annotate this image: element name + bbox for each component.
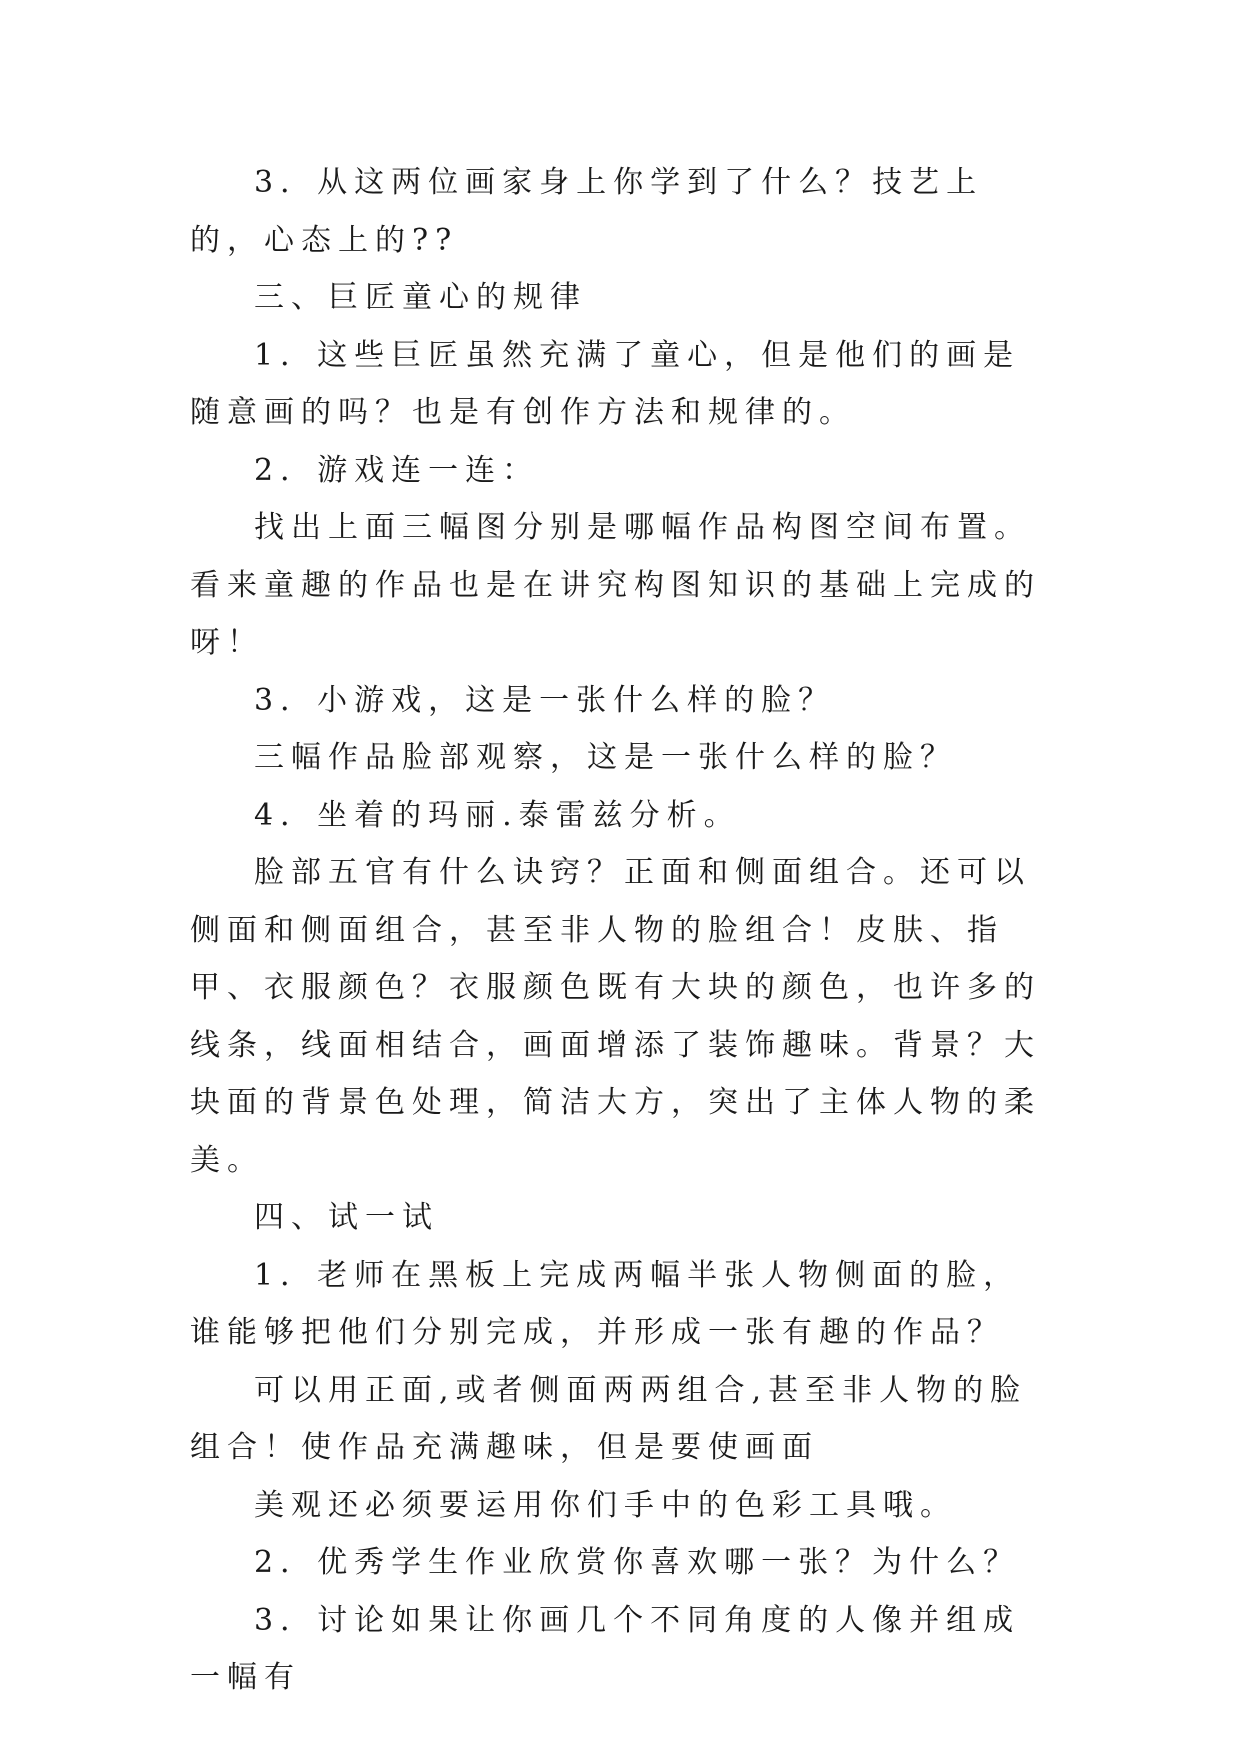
paragraph-combination: 可以用正面,或者侧面两两组合,甚至非人物的脸组合！使作品充满趣味，但是要使画面: [190, 1372, 1028, 1465]
paragraph-face-observation: 三幅作品脸部观察，这是一张什么样的脸？: [254, 740, 957, 775]
paragraph-composition: 找出上面三幅图分别是哪幅作品构图空间布置。 看来童趣的作品也是在讲究构图知识的基础上完成的呀！: [190, 510, 1041, 660]
paragraph-item-1-blackboard: 1．老师在黑板上完成两幅半张人物侧面的脸，谁能够把他们分别完成，并形成一张有趣的作品？: [190, 1257, 1021, 1350]
paragraph-item-2-appreciation: 2．优秀学生作业欣赏你喜欢哪一张？为什么？: [254, 1545, 1021, 1580]
heading-section-4: 四、试一试: [254, 1200, 439, 1235]
document-body: [190, 154, 1050, 1707]
paragraph-item-2-game: 2．游戏连一连：: [254, 452, 540, 488]
paragraph-question-3-learned: 3．从这两位画家身上你学到了什么？技艺上的，心态上的??: [190, 165, 984, 258]
heading-section-3: 三、巨匠童心的规律: [254, 280, 587, 315]
paragraph-item-3-discussion: 3．讨论如果让你画几个不同角度的人像并组成一幅有: [190, 1602, 1021, 1695]
paragraph-facial-features: 脸部五官有什么诀窍？正面和侧面组合。还可以侧面和侧面组合，甚至非人物的脸组合！皮肤、指甲、衣服颜色？衣服颜色既有大块的颜色，也许多的线条，线面相结合，画面增添了装饰趣味。背景？大块面的背景色处理，简洁大方，突出了主体人物的柔美。: [190, 855, 1041, 1178]
paragraph-item-1-childlike: 1．这些巨匠虽然充满了童心，但是他们的画是随意画的吗？也是有创作方法和规律的。: [190, 337, 1021, 430]
paragraph-item-4-analysis: 4．坐着的玛丽.泰雷兹分析。: [254, 797, 741, 833]
paragraph-item-3-face-game: 3．小游戏，这是一张什么样的脸？: [254, 682, 836, 718]
paragraph-color-tools: 美观还必须要运用你们手中的色彩工具哦。: [254, 1487, 957, 1523]
